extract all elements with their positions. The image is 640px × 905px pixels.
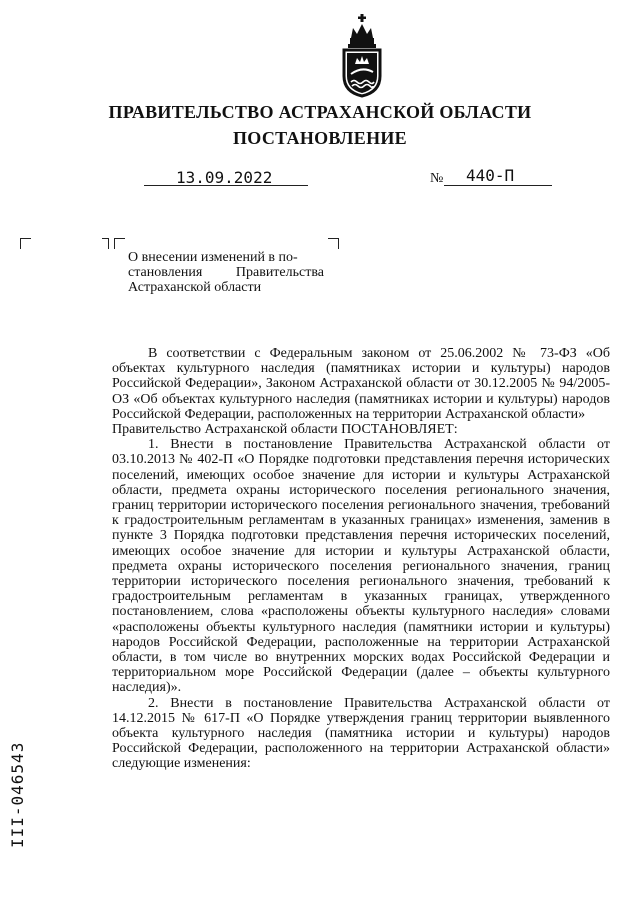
body-paragraph-resolves: Правительство Астраханской области ПОСТАНОВЛЯЕТ: — [112, 422, 458, 438]
date-underline — [144, 185, 308, 186]
document-subject — [128, 250, 324, 295]
side-code-text: III-046543 — [8, 741, 27, 848]
number-underline — [444, 185, 552, 186]
body-paragraph-item-2: 2. Внести в постановление Правительства Астраханской области от 14.12.2015 № 617-П «О Порядке утверждения границ территории выявленного объекта культурного наследия (памятника истории и культуры) народов Российской Федерации, расположенного на территории Астраханской области» следующие изменения: — [112, 695, 610, 772]
bracket-top-right — [328, 238, 339, 249]
document-number: 440-П — [466, 166, 515, 185]
bracket-top-left-outer — [20, 238, 31, 249]
subject-line: становления Правительства — [128, 265, 324, 280]
bracket-top-left-inner-a — [102, 238, 109, 249]
bracket-top-left-inner-b — [114, 238, 125, 249]
side-registration-code — [6, 730, 30, 850]
document-date: 13.09.2022 — [176, 168, 273, 187]
document-body — [112, 346, 610, 772]
organization-title: ПРАВИТЕЛЬСТВО АСТРАХАНСКОЙ ОБЛАСТИ — [108, 102, 532, 122]
body-paragraph-preamble: В соответствии с Федеральным законом от 25.06.2002 № 73-ФЗ «Об объектах культурного наследия (памятниках истории и культуры) народов Российской Федерации», Законом Астраханской области от 30.12.2005 № 94/2005-ОЗ «Об объектах культурного наследия (памятниках истории и культуры) народов Российской Федерации, расположенных на территории Астраханской области» — [112, 346, 610, 422]
subject-line: Астраханской области — [128, 280, 262, 295]
document-type-title: ПОСТАНОВЛЕНИЕ — [233, 128, 407, 148]
coat-of-arms-emblem — [339, 14, 385, 98]
number-sign: № — [430, 171, 444, 186]
body-paragraph-item-1: 1. Внести в постановление Правительства Астраханской области от 03.10.2013 № 402-П «О Порядке подготовки представления перечня исторических поселений, имеющих особое значение для истории и культуры Астраханской области, предмета охраны исторического поселения регионального значения, границ территории исторического поселения регионального значения, требований к градостроительным регламентам в указанных границах» изменения, заменив в пункте 3 Порядка подготовки представления перечня исторических поселений, имеющих особое значение для истории и культуры Астраханской области, предмета охраны исторического поселения регионального значения, границ территории исторического поселения регионального значения, требований к градостроительным регламентам в указанных границах, утвержденного постановлением, слова «расположены объекты культурного наследия» словами «расположены объекты культурного наследия (памятники истории и культуры) народов Российской Федерации, расположенные на территории Астраханской области, в том числе во внутренних морских водах Российской Федерации и территориальном море Российской Федерации (далее – объекты культурного наследия)». — [112, 437, 610, 696]
subject-line: О внесении изменений в по- — [128, 250, 298, 265]
